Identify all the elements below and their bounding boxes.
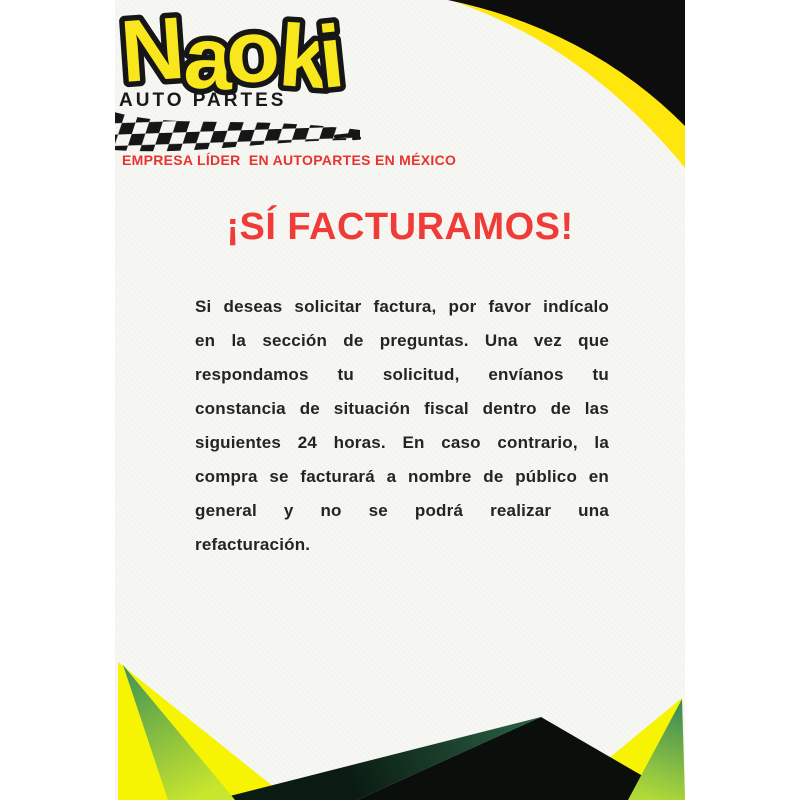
body-line: constancia de situación fiscal dentro de las [195,399,609,418]
body-line: compra se facturará a nombre de público en [195,467,609,486]
body-line: general y no se podrá realizar una [195,501,609,520]
flyer-page [115,0,685,800]
body-line: refacturación. [195,535,311,554]
body-paragraph [195,290,609,562]
body-line: en la sección de preguntas. Una vez que [195,331,609,350]
body-line: Si deseas solicitar factura, por favor indícalo [195,297,609,316]
brand-logo-text: Naoki [117,0,345,109]
brand-subtitle: AUTO PARTES [119,90,287,111]
checkered-flag-icon [115,112,362,152]
brand-logo [115,0,395,109]
bottom-decoration [115,655,685,800]
brand-tagline: EMPRESA LÍDER EN AUTOPARTES EN MÉXICO [122,152,457,168]
corner-decoration [435,0,685,175]
checkered-flag-body [115,112,360,151]
body-line: siguientes 24 horas. En caso contrario, la [195,433,609,452]
body-line: respondamos tu solicitud, envíanos tu [195,365,609,384]
headline: ¡SÍ FACTURAMOS! [226,206,574,248]
